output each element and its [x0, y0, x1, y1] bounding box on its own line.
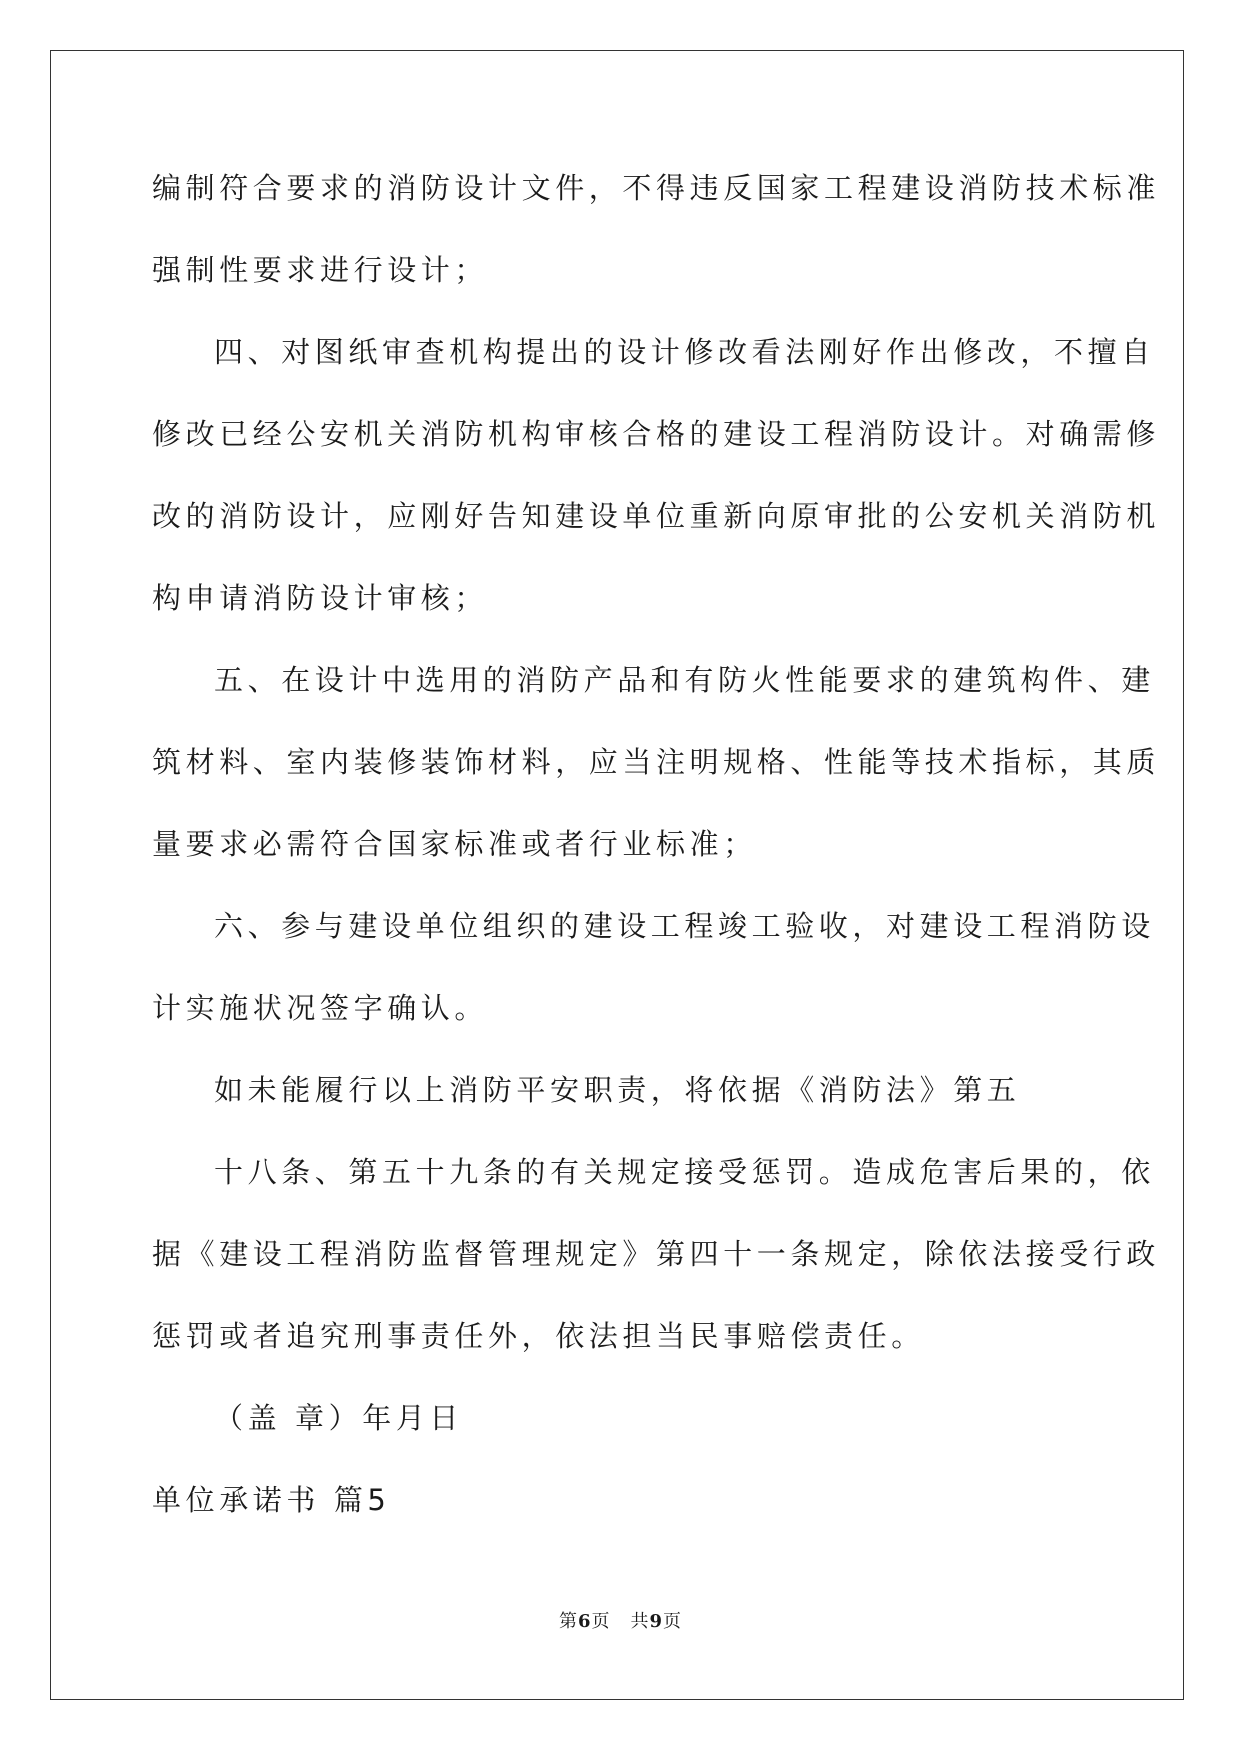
seal-date-line: （盖 章）年月日 — [214, 1401, 464, 1435]
body-line: 十八条、第五十九条的有关规定接受惩罚。造成危害后果的，依 — [214, 1155, 1155, 1189]
body-line: 量要求必需符合国家标准或者行业标准； — [152, 827, 757, 861]
page-suffix: 页 — [591, 1611, 611, 1632]
body-line: 据《建设工程消防监督管理规定》第四十一条规定，除依法接受行政 — [152, 1237, 1161, 1271]
body-line: 四、对图纸审查机构提出的设计修改看法刚好作出修改，不擅自 — [214, 335, 1155, 369]
body-line: 六、参与建设单位组织的建设工程竣工验收，对建设工程消防设 — [214, 909, 1155, 943]
body-line: 编制符合要求的消防设计文件，不得违反国家工程建设消防技术标准 — [152, 171, 1161, 205]
body-line: 构申请消防设计审核； — [152, 581, 489, 615]
page-total: 9 — [649, 1611, 664, 1632]
total-prefix: 共 — [630, 1611, 650, 1632]
page-current: 6 — [577, 1611, 592, 1632]
body-line: 五、在设计中选用的消防产品和有防火性能要求的建筑构件、建 — [214, 663, 1155, 697]
page-prefix: 第 — [558, 1611, 578, 1632]
body-line: 计实施状况签字确认。 — [152, 991, 489, 1025]
body-line: 强制性要求进行设计； — [152, 253, 489, 287]
page-border — [50, 50, 1184, 1700]
section-heading: 单位承诺书 篇5 — [152, 1483, 391, 1517]
page-footer — [0, 1607, 1241, 1633]
body-line: 惩罚或者追究刑事责任外，依法担当民事赔偿责任。 — [152, 1319, 925, 1353]
body-line: 如未能履行以上消防平安职责，将依据《消防法》第五 — [214, 1073, 1021, 1107]
body-line: 改的消防设计，应刚好告知建设单位重新向原审批的公安机关消防机 — [152, 499, 1161, 533]
body-line: 修改已经公安机关消防机构审核合格的建设工程消防设计。对确需修 — [152, 417, 1161, 451]
body-line: 筑材料、室内装修装饰材料，应当注明规格、性能等技术指标，其质 — [152, 745, 1161, 779]
total-suffix: 页 — [663, 1611, 683, 1632]
